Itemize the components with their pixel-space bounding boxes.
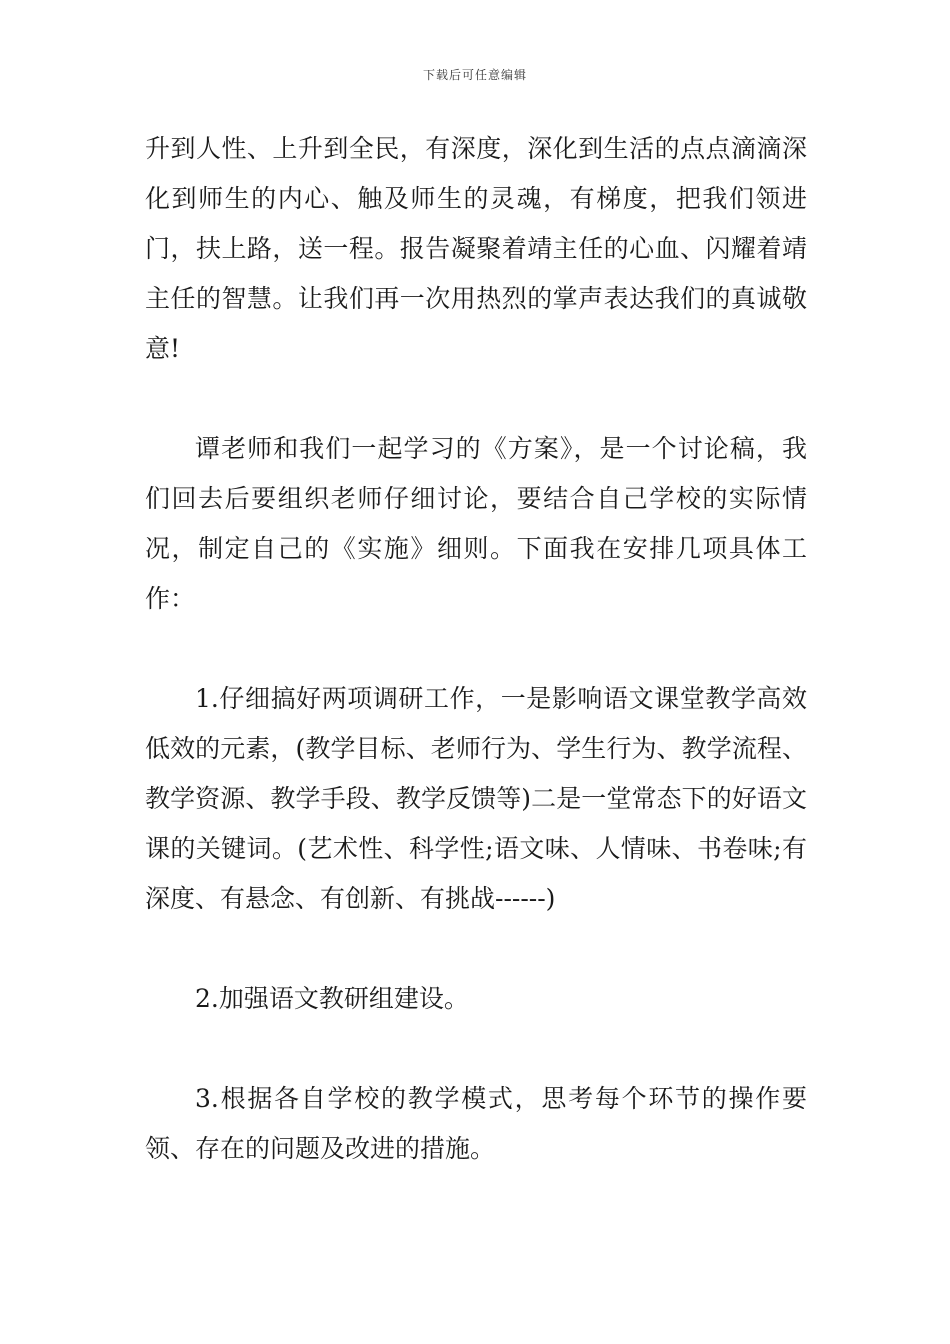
paragraph-4: 2.加强语文教研组建设。 <box>195 984 469 1013</box>
document-body <box>145 124 807 1174</box>
paragraph-3: 1.仔细搞好两项调研工作，一是影响语文课堂教学高效低效的元素，(教学目标、老师行为、学生行为、教学流程、教学资源、教学手段、教学反馈等)二是一堂常态下的好语文课的关键词。(艺术性、科学性;语文味、人情味、书卷味;有深度、有悬念、有创新、有挑战------) <box>145 684 807 913</box>
paragraph-1: 升到人性、上升到全民，有深度，深化到生活的点点滴滴深化到师生的内心、触及师生的灵魂，有梯度，把我们领进门，扶上路，送一程。报告凝聚着靖主任的心血、闪耀着靖主任的智慧。让我们再一次用热烈的掌声表达我们的真诚敬意! <box>145 134 807 363</box>
paragraph-5: 3.根据各自学校的教学模式，思考每个环节的操作要领、存在的问题及改进的措施。 <box>145 1084 807 1163</box>
header-note: 下载后可任意编辑 <box>422 68 527 82</box>
paragraph-2: 谭老师和我们一起学习的《方案》，是一个讨论稿，我们回去后要组织老师仔细讨论，要结合自己学校的实际情况，制定自己的《实施》细则。下面我在安排几项具体工作： <box>145 434 807 613</box>
